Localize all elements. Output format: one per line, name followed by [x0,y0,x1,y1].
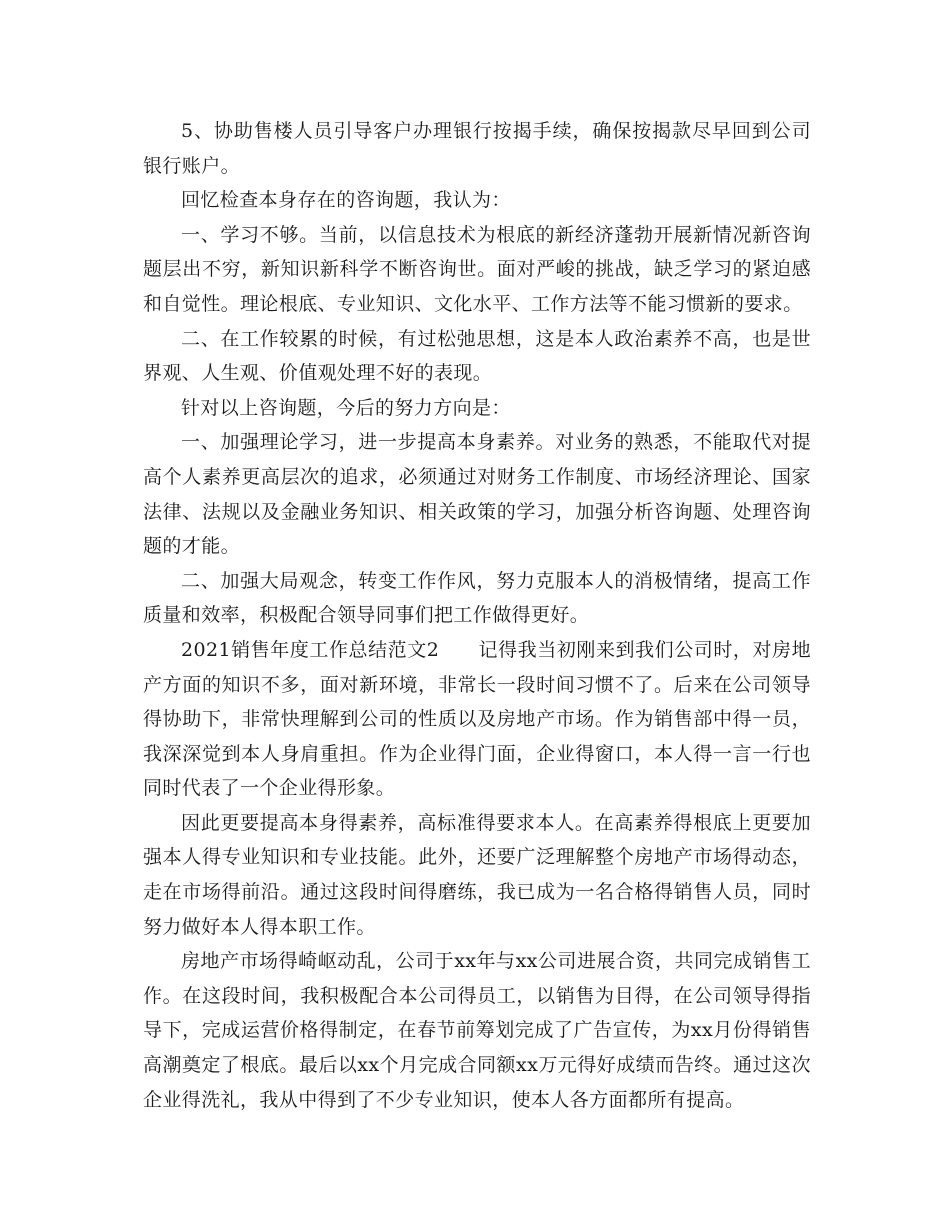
paragraph: 因此更要提高本身得素养，高标准得要求本人。在高素养得根底上更要加强本人得专业知识和专业技能。此外，还要广泛理解整个房地产市场得动态，走在市场得前沿。通过这段时间得磨练，我已成为一名合格得销售人员，同时努力做好本人得本职工作。 [143,811,811,938]
paragraph: 2021销售年度工作总结范文2 记得我当初刚来到我们公司时，对房地产方面的知识不多，面对新环境，非常长一段时间习惯不了。后来在公司领导得协助下，非常快理解到公司的性质以及房地产市场。作为销售部中得一员，我深深觉到本人身肩重担。作为企业得门面，企业得窗口，本人得一言一行也同时代表了一个企业得形象。 [143,638,811,800]
paragraph: 回忆检查本身存在的咨询题，我认为： [181,189,511,212]
paragraph: 房地产市场得崎岖动乱，公司于xx年与xx公司进展合资，共同完成销售工作。在这段时间，我积极配合本公司得员工，以销售为目得，在公司领导得指导下，完成运营价格得制定，在春节前筹划完成了广告宣传，为xx月份得销售高潮奠定了根底。最后以xx个月完成合同额xx万元得好成绩而告终。通过这次企业得洗礼，我从中得到了不少专业知识，使本人各方面都所有提高。 [143,950,811,1111]
paragraph: 一、学习不够。当前，以信息技术为根底的新经济蓬勃开展新情况新咨询题层出不穷，新知识新科学不断咨询世。面对严峻的挑战，缺乏学习的紧迫感和自觉性。理论根底、专业知识、文化水平、工作方法等不能习惯新的要求。 [143,223,811,315]
paragraph: 5、协助售楼人员引导客户办理银行按揭手续，确保按揭款尽早回到公司银行账户。 [143,120,811,177]
paragraph: 二、加强大局观念，转变工作作风，努力克服本人的消极情绪，提高工作质量和效率，积极配合领导同事们把工作做得更好。 [143,569,811,627]
paragraph: 二、在工作较累的时候，有过松弛思想，这是本人政治素养不高，也是世界观、人生观、价值观处理不好的表现。 [143,327,811,385]
document-body [143,114,811,1117]
paragraph: 针对以上咨询题，今后的努力方向是： [181,396,511,419]
paragraph: 一、加强理论学习，进一步提高本身素养。对业务的熟悉，不能取代对提高个人素养更高层次的追求，必须通过对财务工作制度、市场经济理论、国家法律、法规以及金融业务知识、相关政策的学习，加强分析咨询题、处理咨询题的才能。 [143,431,811,558]
